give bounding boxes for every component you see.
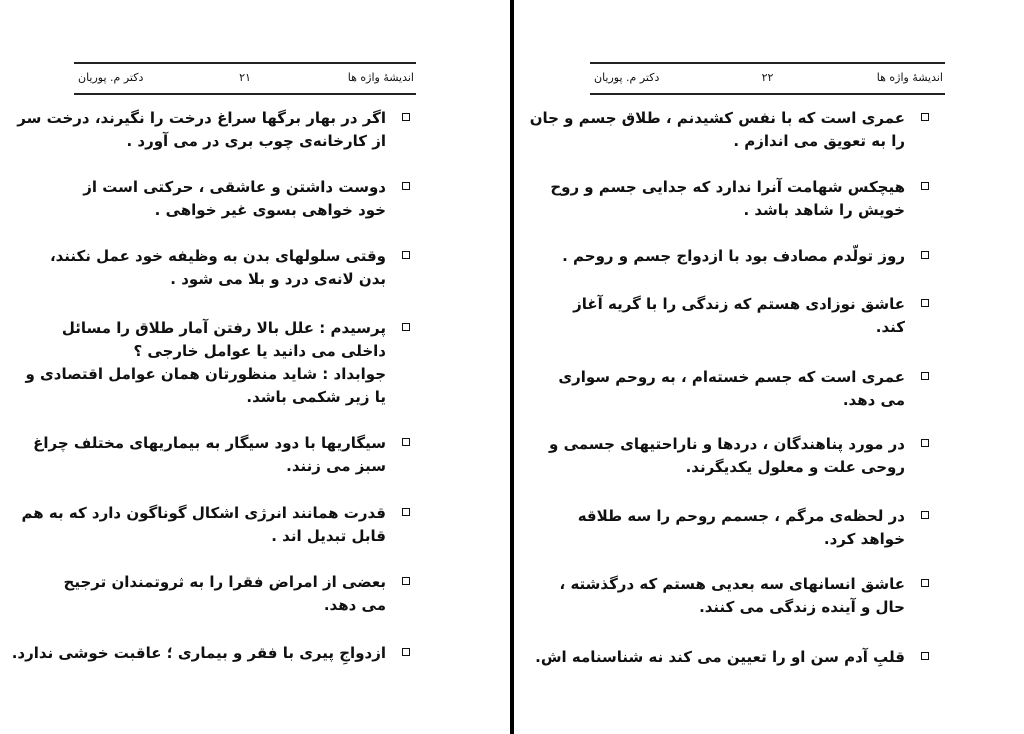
entry-line: داخلی می دانید یا عوامل خارجی ؟ <box>133 342 386 360</box>
list-item <box>12 642 386 665</box>
square-bullet-icon <box>402 648 410 656</box>
list-item <box>562 245 905 268</box>
entry-line: کند. <box>875 318 905 336</box>
list-item <box>549 433 905 479</box>
square-bullet-icon <box>921 372 929 380</box>
entry-line: بعضی از امراض فقرا را به ثروتمندان ترجیح <box>63 573 386 591</box>
square-bullet-icon <box>921 579 929 587</box>
entry-line: خود خواهی بسوی غیر خواهی . <box>154 201 386 219</box>
entry-line: سبز می زنند. <box>286 457 386 475</box>
entry-line: هیچکس شهامت آنرا ندارد که جدایی جسم و روح <box>550 178 905 196</box>
entry-line: از کارخانه‌ی چوب بری در می آورد . <box>126 132 386 150</box>
entry-line: خواهد کرد. <box>823 530 905 548</box>
entry-line: یا زیر شکمی باشد. <box>246 388 386 406</box>
list-item <box>550 176 905 222</box>
list-item <box>573 293 905 339</box>
author-name: دکتر م. پوریان <box>594 71 660 84</box>
entry-line: دوست داشتن و عاشقی ، حرکتی است از <box>83 178 386 196</box>
page-number: ۲۲ <box>761 71 774 84</box>
square-bullet-icon <box>921 652 929 660</box>
entry-line: روز تولّدم مصادف بود با ازدواج جسم و روحم . <box>562 247 905 265</box>
page-number: ۲۱ <box>239 71 251 84</box>
entry-line: وقتی سلولهای بدن به وظیفه خود عمل نکنند، <box>49 247 386 265</box>
entry-list <box>0 0 511 734</box>
book-gutter <box>510 0 514 734</box>
entry-line: عاشق انسانهای سه بعدیی هستم که درگذشته ، <box>559 575 905 593</box>
list-item <box>578 505 905 551</box>
entry-line: می دهد. <box>842 391 905 409</box>
list-item <box>50 245 386 291</box>
list-item <box>83 176 386 222</box>
list-item <box>558 366 905 412</box>
book-title: اندیشهٔ واژه ها <box>876 71 943 84</box>
entry-line: عمری است که با نفس کشیدنم ، طلاق جسم و جان <box>529 109 905 127</box>
entry-line: را به تعویق می اندازم . <box>733 132 905 150</box>
square-bullet-icon <box>921 299 929 307</box>
entry-line: در لحظه‌ی مرگم ، جسمم روحم را سه طلاقه <box>577 507 905 525</box>
square-bullet-icon <box>402 113 410 121</box>
square-bullet-icon <box>402 508 410 516</box>
square-bullet-icon <box>402 182 410 190</box>
entry-line: حال و آینده زندگی می کنند. <box>699 598 905 616</box>
square-bullet-icon <box>402 323 410 331</box>
square-bullet-icon <box>921 251 929 259</box>
list-item <box>560 573 905 619</box>
right-page <box>515 0 1024 734</box>
entry-line: پرسیدم : علل بالا رفتن آمار طلاق را مسائل <box>61 319 386 337</box>
entry-line: جوابداد : شاید منظورتان همان عوامل اقتصادی و <box>25 365 386 383</box>
entry-line: عمری است که جسم خسته‌ام ، به روحم سواری <box>558 368 905 386</box>
entry-line: عاشق نوزادی هستم که زندگی را با گریه آغاز <box>573 295 905 313</box>
list-item <box>530 107 905 153</box>
entry-line: در مورد پناهندگان ، دردها و ناراحتیهای جسمی و <box>549 435 905 453</box>
list-item <box>33 432 386 478</box>
list-item <box>535 646 905 669</box>
square-bullet-icon <box>402 438 410 446</box>
square-bullet-icon <box>402 577 410 585</box>
entry-line: می دهد. <box>323 596 386 614</box>
entry-line: ازدواجِ پیری با فقر و بیماری ؛ عاقبت خوشی ندارد. <box>11 644 386 662</box>
entry-line: اگر در بهار برگها سراغ درخت را نگیرند، درخت سر <box>17 109 386 127</box>
entry-line: قابل تبدیل اند . <box>271 527 386 545</box>
entry-line: روحی علت و معلول یکدیگرند. <box>685 458 905 476</box>
square-bullet-icon <box>921 113 929 121</box>
square-bullet-icon <box>921 511 929 519</box>
entry-list <box>515 0 1024 734</box>
entry-line: بدن لانه‌ی درد و بلا می شود . <box>170 270 386 288</box>
square-bullet-icon <box>921 439 929 447</box>
left-page <box>0 0 511 734</box>
book-title: اندیشهٔ واژه ها <box>347 71 414 84</box>
list-item <box>64 571 386 617</box>
entry-line: قدرت همانند انرژی اشکال گوناگون دارد که به هم <box>21 504 386 522</box>
square-bullet-icon <box>921 182 929 190</box>
author-name: دکتر م. پوریان <box>78 71 144 84</box>
square-bullet-icon <box>402 251 410 259</box>
entry-line: قلبِ آدم سن او را تعیین می کند نه شناسنامه اش. <box>535 648 905 666</box>
entry-line: سیگاریها با دود سیگار به بیماریهای مختلف چراغ <box>33 434 386 452</box>
list-item <box>17 107 386 153</box>
list-item <box>26 317 386 409</box>
entry-line: خویش را شاهد باشد . <box>743 201 905 219</box>
list-item <box>22 502 386 548</box>
